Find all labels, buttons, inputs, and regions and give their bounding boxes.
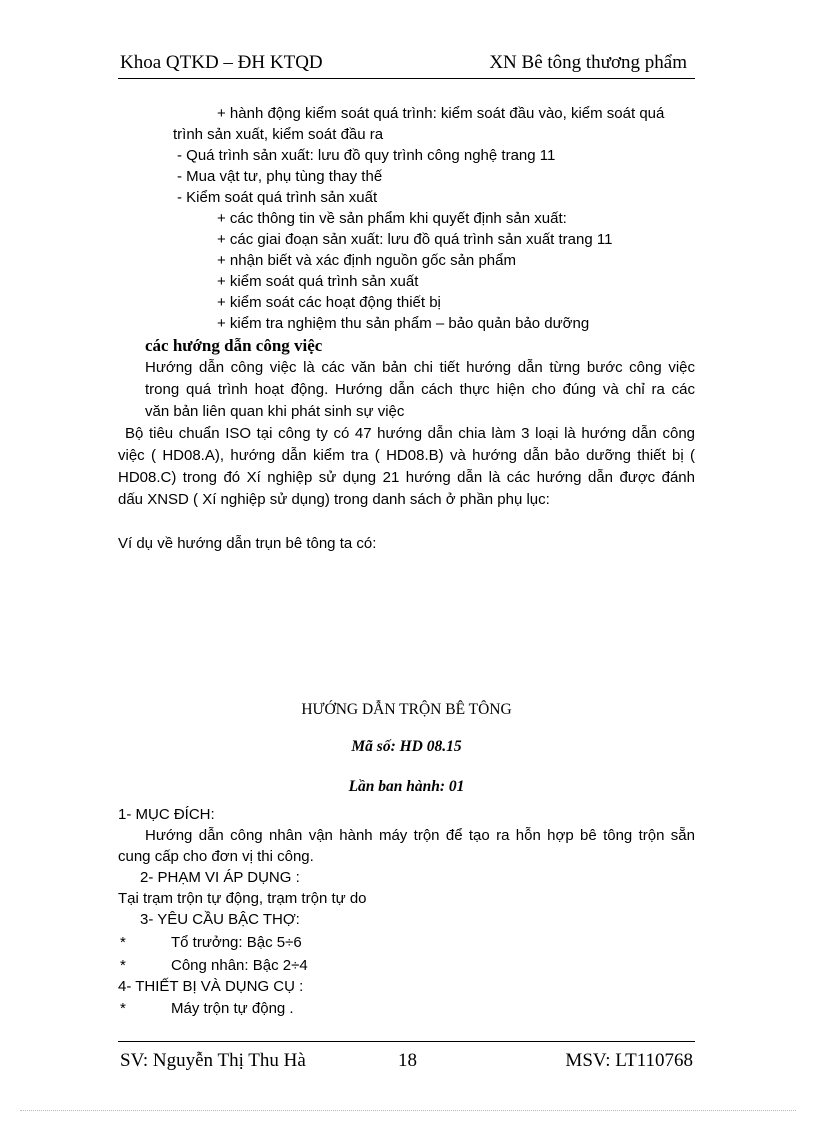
- page-header: [118, 52, 695, 79]
- text-line: Tại trạm trộn tự động, trạm trộn tự do: [118, 890, 367, 907]
- list-item: - Quá trình sản xuất: lưu đồ quy trình công nghệ trang 11: [177, 147, 556, 164]
- footer-student-id: MSV: LT110768: [565, 1050, 693, 1071]
- guide-code: Mã số: HD 08.15: [351, 738, 462, 755]
- text-line: Ví dụ về hướng dẫn trụn bê tông ta có:: [118, 535, 377, 552]
- text-line: HD08.C) trong đó Xí nghiệp sử dụng 21 hướng dẫn là các hướng dẫn được đánh: [118, 469, 695, 486]
- list-item: + kiểm tra nghiệm thu sản phẩm – bảo quản bảo dưỡng: [217, 315, 590, 332]
- text-line: văn bản liên quan khi phát sinh sự việc: [145, 403, 405, 420]
- list-item: + kiểm soát các hoạt động thiết bị: [217, 294, 441, 311]
- text-line: trong quá trình hoạt động. Hướng dẫn cách thực hiện cho đúng và chỉ ra các: [145, 381, 695, 398]
- list-item: Máy trộn tự động .: [171, 1000, 294, 1017]
- bullet-marker: *: [120, 1000, 126, 1017]
- footer-student-name: SV: Nguyễn Thị Thu Hà: [120, 1050, 306, 1071]
- text-line: Hướng dẫn công nhân vận hành máy trộn để tạo ra hỗn hợp bê tông trộn sẵn: [145, 827, 695, 844]
- text-line: việc ( HD08.A), hướng dẫn kiểm tra ( HD08.B) và hướng dẫn bảo dưỡng thiết bị (: [118, 447, 695, 464]
- section-heading: 3- YÊU CẦU BẬC THỢ:: [140, 911, 300, 928]
- page-footer: [118, 1041, 695, 1082]
- guide-issue: Lần ban hành: 01: [348, 778, 465, 795]
- text-line: trình sản xuất, kiểm soát đầu ra: [173, 126, 384, 143]
- list-item: Công nhân: Bậc 2÷4: [171, 957, 308, 974]
- list-item: + kiểm soát quá trình sản xuất: [217, 273, 419, 290]
- text-line: cung cấp cho đơn vị thi công.: [118, 848, 314, 865]
- header-faculty: Khoa QTKD – ĐH KTQD: [120, 52, 323, 73]
- bullet-marker: *: [120, 934, 126, 951]
- page-number: 18: [398, 1050, 417, 1071]
- text-line: Hướng dẫn công việc là các văn bản chi tiết hướng dẫn từng bước công việc: [145, 359, 695, 376]
- section-heading: 2- PHẠM VI ÁP DỤNG :: [140, 869, 300, 886]
- list-item: + các thông tin về sản phẩm khi quyết định sản xuất:: [217, 210, 567, 227]
- text-line: Bộ tiêu chuẩn ISO tại công ty có 47 hướng dẫn chia làm 3 loại là hướng dẫn công: [125, 425, 695, 442]
- list-item: + nhận biết và xác định nguồn gốc sản phẩm: [217, 252, 516, 269]
- section-heading: 1- MỤC ĐÍCH:: [118, 806, 215, 823]
- text-line: + hành động kiểm soát quá trình: kiểm soát đầu vào, kiểm soát quá: [217, 105, 665, 122]
- header-enterprise: XN Bê tông thương phẩm: [489, 52, 687, 73]
- section-heading: các hướng dẫn công việc: [145, 336, 323, 355]
- section-heading: 4- THIẾT BỊ VÀ DỤNG CỤ :: [118, 978, 304, 995]
- page-bottom-divider: [20, 1110, 796, 1111]
- list-item: Tổ trưởng: Bậc 5÷6: [171, 934, 302, 951]
- list-item: + các giai đoạn sản xuất: lưu đồ quá trình sản xuất trang 11: [217, 231, 613, 248]
- text-line: dấu XNSD ( Xí nghiệp sử dụng) trong danh sách ở phần phụ lục:: [118, 491, 550, 508]
- guide-title: HƯỚNG DẪN TRỘN BÊ TÔNG: [301, 701, 512, 718]
- list-item: - Kiểm soát quá trình sản xuất: [177, 189, 378, 206]
- bullet-marker: *: [120, 957, 126, 974]
- list-item: - Mua vật tư, phụ tùng thay thế: [177, 168, 383, 185]
